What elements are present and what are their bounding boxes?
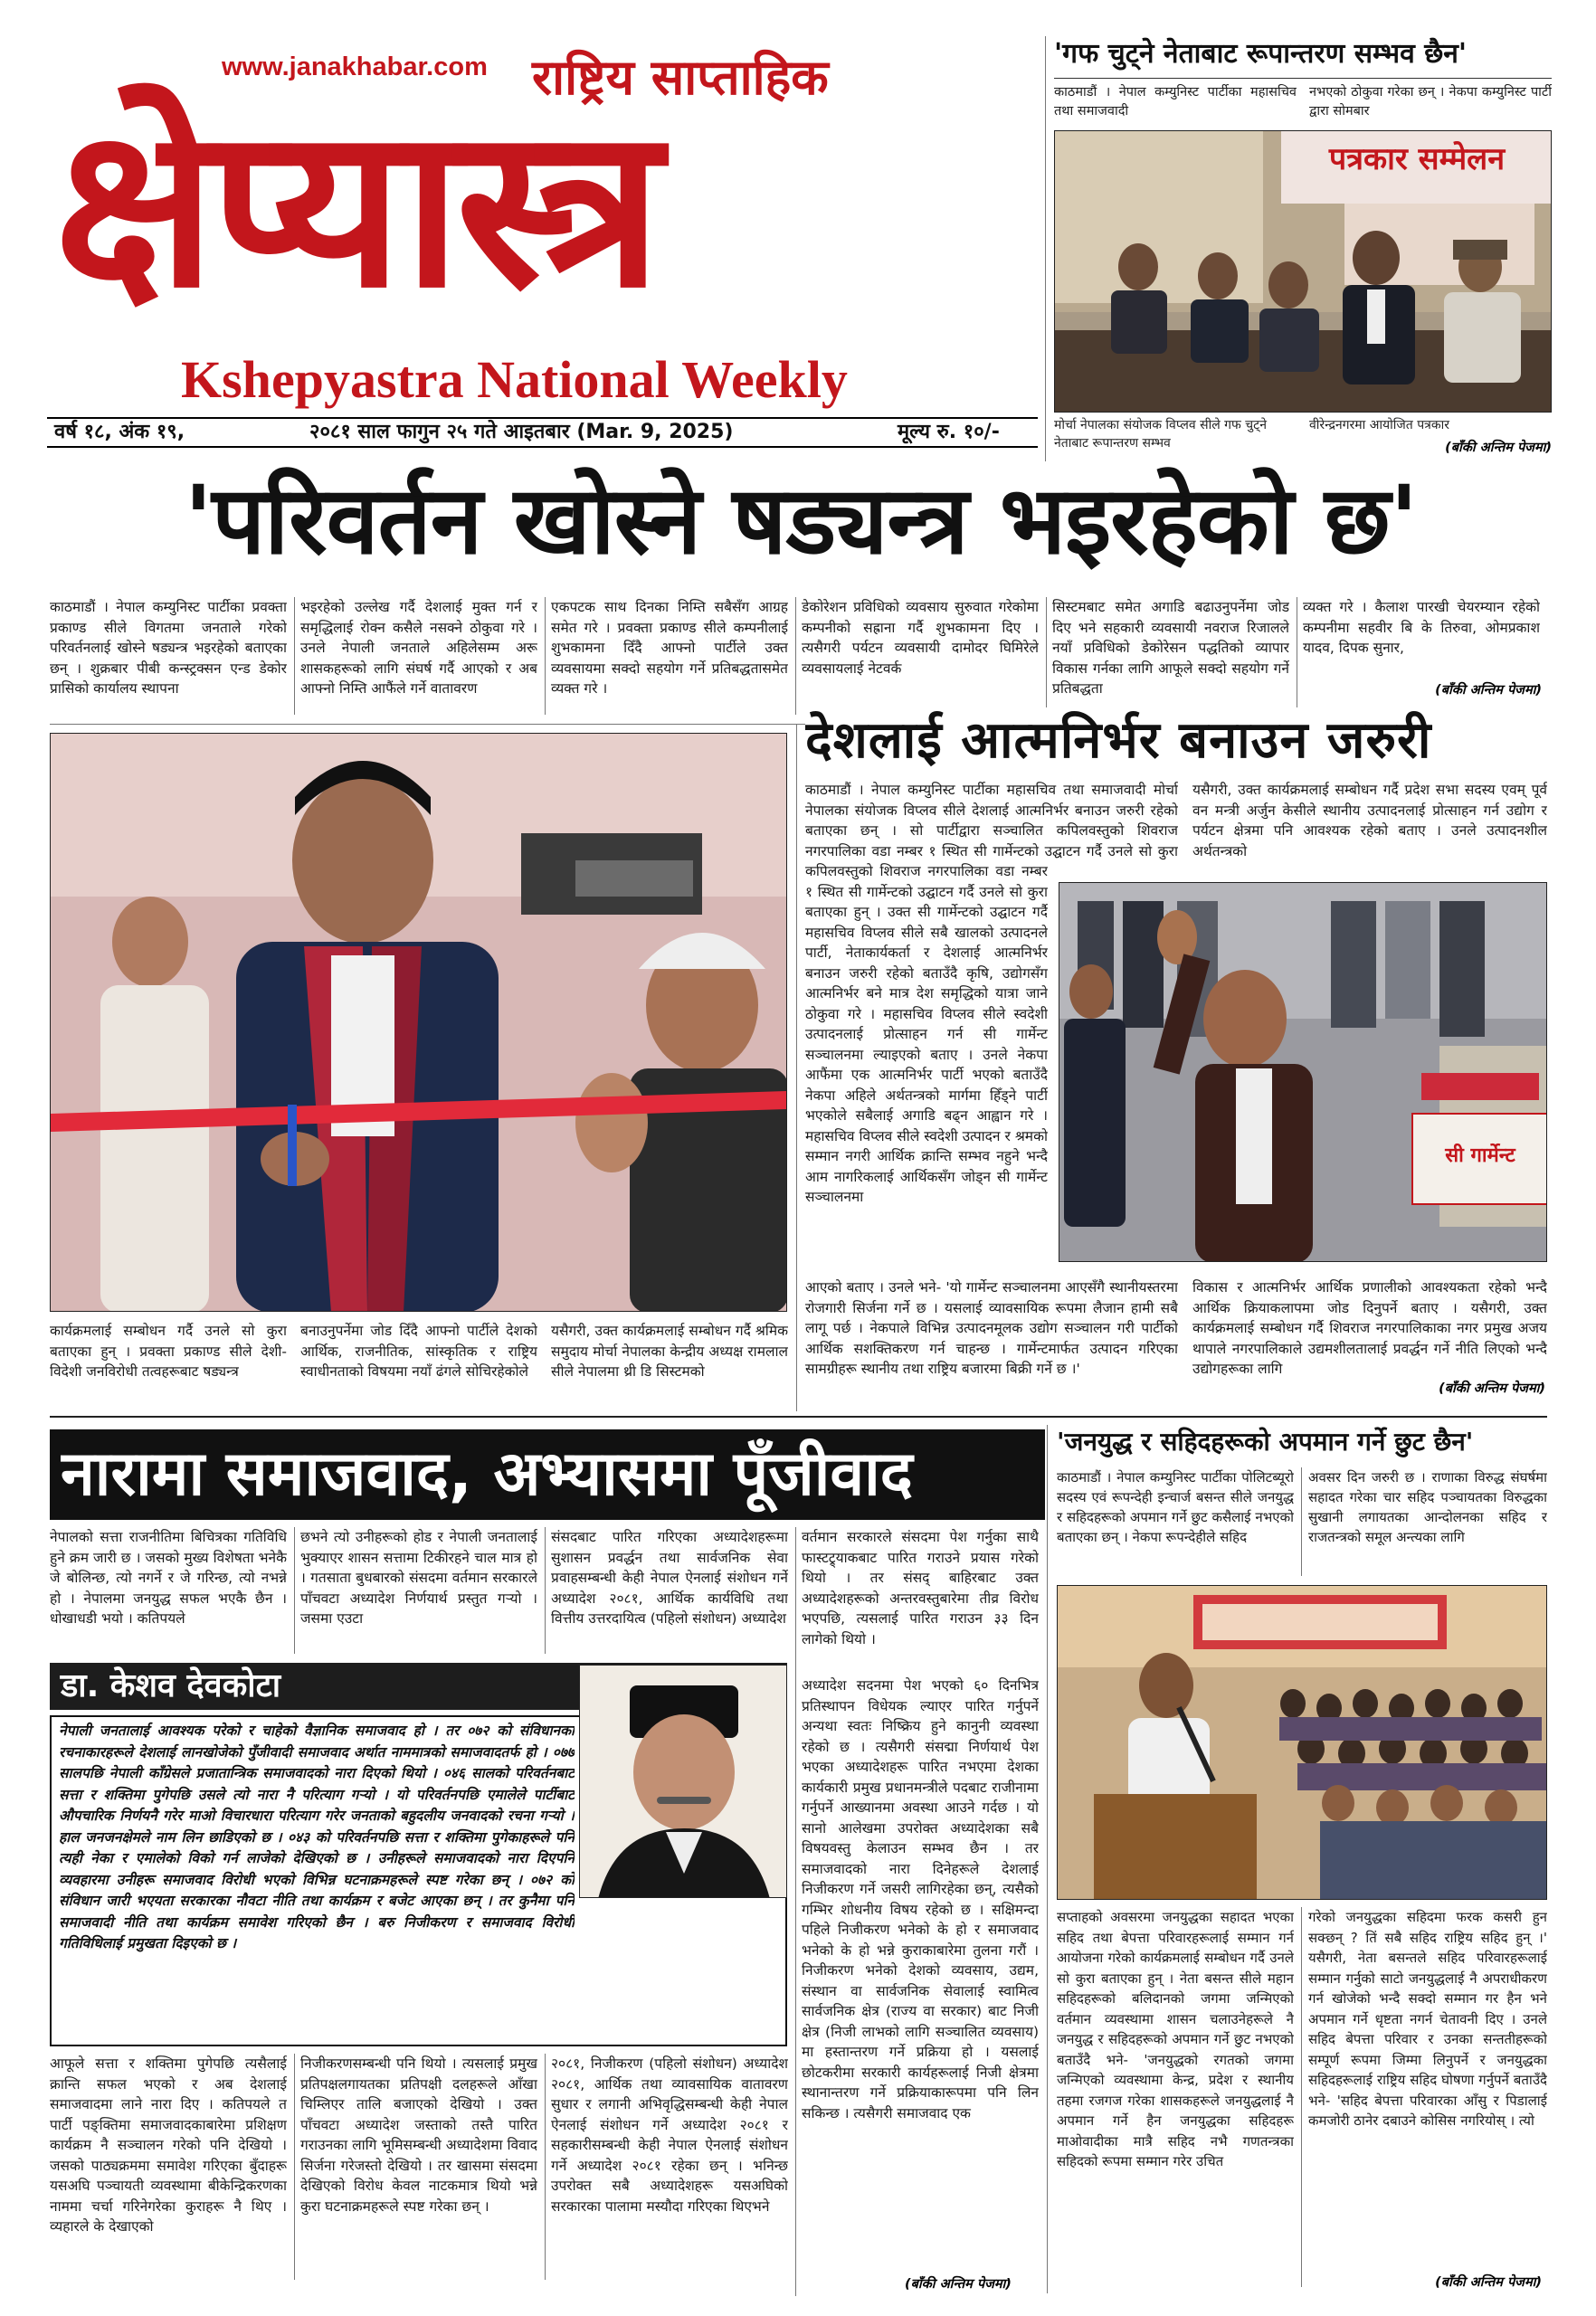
lead-bottom-col-3: यसैगरी, उक्त कार्यक्रमलाई सम्बोधन गर्दै श्रमिक समुदाय मोर्चा नेपालका केन्द्रीय अध्यक्ष रामलाल सीले नेपालमा थ्री डि सिस्टमको	[551, 1323, 788, 1380]
issue-volume: वर्ष १८, अंक १९,	[54, 421, 185, 443]
martyrs-col-1: काठमाडौं । नेपाल कम्युनिस्ट पार्टीका पोलिटब्यूरो सदस्य एवं रूपन्देही इन्चार्ज बसन्त सीले जनयुद्ध र सहिदहरूको अपमान गर्ने छुट कसैलाई नभएको बताएका छन् । नेकपा रूपन्देहीले सहिद	[1057, 1469, 1294, 1545]
masthead	[54, 36, 1031, 416]
divider	[545, 1527, 546, 1654]
top-right-col2: नभएको ठोकुवा गरेका छन् । नेकपा कम्युनिस्ट पार्टी द्वारा सोमबार	[1309, 85, 1552, 119]
lead-col-1: काठमाडौं । नेपाल कम्युनिस्ट पार्टीका प्रवक्ता प्रकाण्ड सीले विगतमा जनताले गरेको परिवर्तनलाई खोस्ने षड्यन्त्र भइरहेको बताएका छन् । शुक्रबार पीबी कन्स्ट्रक्सन एन्ड डेकोर प्रासिको कार्यालय स्थापना	[50, 599, 287, 697]
divider	[795, 597, 796, 715]
divider	[294, 1527, 295, 1654]
divider	[1301, 1907, 1302, 2287]
banner-text: पत्रकार सम्मेलन	[1328, 141, 1506, 177]
lead-col-5: सिस्टमबाट समेत अगाडि बढाउनुपर्नेमा जोड दिए भने सहकारी व्यवसायी नवराज रिजालले नयाँ प्रविधिको डेकोरेसन पद्धतिको व्यापार विकास गर्नका लागि आफूले सक्दो सहयोग गर्ने प्रतिबद्धता	[1052, 599, 1289, 697]
continued-link[interactable]: (बाँकी अन्तिम पेजमा)	[1435, 2275, 1542, 2290]
issue-date: २०८१ साल फागुन २५ गते आइतबार (Mar. 9, 2025)	[309, 421, 734, 443]
self-reliant-col-a: काठमाडौं । नेपाल कम्युनिस्ट पार्टीका महासचिव तथा समाजवादी मोर्चा नेपालका संयोजक विप्लव सीले देशलाई आत्मनिर्भर बनाउन जरुरी रहेको बताएका छन् । सो पार्टीद्वारा सञ्चालित कपिलवस्तुको शिवराज नगरपालिका वडा नम्बर १ स्थित सी गार्मेन्टको उद्घाटन गर्दै उनले सो कुरा	[805, 782, 1178, 859]
divider	[545, 597, 546, 715]
opinion-col-4: वर्तमान सरकारले संसदमा पेश गर्नुका साथै फास्टट्र्याकबाट पारित गराउने प्रयास गरेको थियो । तर संसद् बाहिरबाट उक्त अध्यादेशहरूको अन्तरवस्तुबारेमा तीव्र विरोध भएपछि, त्यसलाई पारित गराउन ३३ दिन लागेको थियो ।	[802, 1529, 1039, 1647]
self-reliant-col-b: यसैगरी, उक्त कार्यक्रमलाई सम्बोधन गर्दै प्रदेश सभा सदस्य एवम् पूर्व वन मन्त्री अर्जुन केसीले स्थानीय उत्पादनलाई प्रोत्साहन गर्न उद्योग र पर्यटन क्षेत्रमा पनि आवश्यक रहेको बताए । उनले उत्पादनशील अर्थतन्त्रको	[1192, 782, 1547, 859]
masthead-english-name: Kshepyastra National Weekly	[181, 350, 848, 409]
top-right-story	[1054, 36, 1552, 461]
martyrs-col-2: अवसर दिन जरुरी छ । राणाका विरुद्ध संघर्षमा सहादत गरेका चार सहिद पञ्चायतका विरुद्धका सुखानी लगायतका आन्दोलनका सहिद र राजतन्त्रको समूल अन्त्यका लागि	[1308, 1469, 1547, 1545]
opinion-lower-col-1: आफूले सत्ता र शक्तिमा पुगेपछि त्यसैलाई क्रान्ति सफल भएको र अब देशलाई समाजवादमा लाने नारा दिए । कतिपयले त पार्टी पङ्क्तिमा समाजवादकाबारेमा प्रशिक्षण कार्यक्रम नै सञ्चालन गरेको पनि देखियो । जसको पाठ्यक्रममा समावेश गरिएका बुँदाहरू यसअघि पञ्चायती व्यवस्थामा बीकेन्द्रिकरणका नाममा चर्चा गरिनेगरेका कुराहरू नै थिए । व्यहारले के देखाएको	[50, 2055, 287, 2235]
issue-bar	[47, 417, 1038, 448]
author-name: डा. केशव देवकोटा	[61, 1667, 281, 1704]
masthead-logo: क्षेप्यास्त्र	[54, 80, 657, 337]
martyrs-event-photo[interactable]	[1057, 1585, 1547, 1900]
self-reliant-bottom-col-1: आएको बताए । उनले भने- 'यो गार्मेन्ट सञ्चालनमा आएसँगै स्थानीयस्तरमा रोजगारी सिर्जना गर्ने छ । यसलाई व्यावसायिक रूपमा लैजान हामी सबै लागू पर्छ । नेकपाले विभिन्न उत्पादनमूलक उद्योग सञ्चालन गरी पार्टीको आर्थिक सशक्तिकरण गर्न चाहन्छ । गार्मेन्टमार्फत उत्पादन गरिएका सामग्रीहरू स्थानीय तथा राष्ट्रिय बजारमा बिक्री गर्ने छ ।'	[805, 1279, 1178, 1377]
lead-col-6: व्यक्त गरे । कैलाश पारखी चेयरम्यान रहेको कम्पनीमा सहवीर बि के तिरुवा, ओमप्रकाश यादव, दिपक सुनार,	[1303, 599, 1540, 656]
lead-bottom-col-1: कार्यक्रमलाई सम्बोधन गर्दै उनले सो कुरा बताएका हुन् । प्रवक्ता प्रकाण्ड सीले देशी-विदेशी जनविरोधी तत्वहरूबाट षड्यन्त्र	[50, 1323, 287, 1380]
lead-col-4: डेकोरेशन प्रविधिको व्यवसाय सुरुवात गरेकोमा कम्पनीको सह्राना गर्दै शुभकामना दिए । त्यसैगरी पर्यटन व्यवसायी दामोदर घिमिरेले व्यवसायलाई नेटवर्क	[802, 599, 1039, 677]
lead-col-2: भइरहेको उल्लेख गर्दै देशलाई मुक्त गर्न र समृद्धिलाई रोक्न कसैले नसक्ने ठोकुवा गरे । उनले नेपाली जनताले अहिलेसम्म अरू शासकहरूको लागि संघर्ष गर्दै आएको र अब आफ्नो निम्ति आफैंले गर्ने वातावरण	[300, 599, 537, 697]
self-reliant-col-a-text: कपिलवस्तुको शिवराज नगरपालिका वडा नम्बर १ स्थित सी गार्मेन्टको उद्घाटन गर्दै उनले सो कुरा बताएका हुन् । उक्त सी गार्मेन्टको उद्घाटन गर्दै महासचिव विप्लव सीले सबै खालको उत्पादनले पार्टी, नेताकार्यकर्ता र देशलाई आत्मनिर्भर बनाउन जरुरी रहेको बताउँदै कृषि, उद्योगसँग आत्मनिर्भर बने मात्र देश समृद्धिको यात्रा जाने ठोकुवा गरे । महासचिव विप्लव सीले स्वदेशी उत्पादनलाई प्रोत्साहन गर्न सी गार्मेन्ट सञ्चालनमा ल्याइएको बताए । उनले नेकपा आफैंमा एक आत्मनिर्भर पार्टी भएको बताउँदै नेकपा अहिले अर्थतन्त्रको मार्गमा हिँड्ने पार्टी भएकोले सबैलाई अगाडि बढ्न आह्वान गरे । महासचिव विप्लव सीले स्वदेशी उत्पादन र श्रमको सम्मान नगरी आर्थिक क्रान्ति सम्भव नहुने भन्दै आम नागरिकलाई आर्थिकसँग जोड्न सी गार्मेन्ट सञ्चालनमा	[805, 863, 1048, 1205]
opinion-lower-col-2: निजीकरणसम्बन्धी पनि थियो । त्यसलाई प्रमुख प्रतिपक्षलगायतका प्रतिपक्षी दलहरूले आँखा चिम्लिएर तालि बजाएको देखियो । उक्त पाँचवटा अध्यादेश जस्ताको तस्तै पारित गराउनका लागि भूमिसम्बन्धी अध्यादेशमा विवाद सिर्जना गरेजस्तो देखियो । तर खासमा संसदमा देखिएको विरोध केवल नाटकमात्र थियो भन्ने कुरा घटनाक्रमहरूले स्पष्ट गरेका छन् ।	[300, 2055, 537, 2215]
opinion-col-2: छभने त्यो उनीहरूको होड र नेपाली जनतालाई भुक्याएर शासन सत्तामा टिकीरहने चाल मात्र हो । गतसाता बुधबारको संसदमा वर्तमान सरकारले पाँचवटा अध्यादेश निर्णयार्थ प्रस्तुत गर्‍यो । जसमा एउटा	[300, 1529, 537, 1627]
lead-headline[interactable]: 'परिवर्तन खोस्ने षड्यन्त्र भइरहेको छ'	[184, 465, 1418, 575]
continued-link[interactable]: (बाँकी अन्तिम पेजमा)	[1435, 683, 1542, 698]
opinion-col-3: संसदबाट पारित गरिएका अध्यादेशहरूमा सुशासन प्रवर्द्धन तथा सार्वजनिक सेवा प्रवाहसम्बन्धी केही नेपाल ऐनलाई संशोधन गर्ने अध्यादेश २०८१, आर्थिक कार्यविधि तथा वित्तीय उत्तरदायित्व (पहिलो संशोधन) अध्यादेश	[551, 1529, 788, 1627]
divider	[1054, 78, 1552, 79]
top-right-headline[interactable]: 'गफ चुट्ने नेताबाट रूपान्तरण सम्भव छैन'	[1054, 38, 1468, 70]
pull-quote: नेपाली जनतालाई आवश्यक परेको र चाहेको वैज्ञानिक समाजवाद हो । तर ०७२ को संविधानका रचनाकारहरूले देशलाई लानखोजेको पुँजीवादी समाजवाद अर्थात नाममात्रको समाजवादतर्फ हो । ०७७ सालपछि नेपाली काँग्रेसले प्रजातान्त्रिक समाजवादको नारा दिएको थियो । ०४६ सालको परिवर्तनबाट सत्ता र शक्तिमा पुगेपछि उसले त्यो नारा नै परित्याग गर्‍यो । यो परिवर्तनपछि एमालेले पार्टीबाट औपचारिक निर्णयनै गरेर माओ विचारधारा परित्याग गरेर जनताको बहुदलीय जनवादको रचना गर्‍यो । हाल जनजनक्षेमले नाम लिन छाडिएको छ । ०४३ को परिवर्तनपछि सत्ता र शक्तिमा पुगेकाहरूले पनि त्यही नेका र एमालेको विको गर्न लाजेको देखिएको छ । उनीहरूले समाजवादको नारा दिएपनि व्यवहारमा उनीहरू समाजवाद विरोधी भएको विभिन्न घटनाक्रमहरूले स्पष्ट गरेका छन् । ०७२ को संविधान जारी भएयता सरकारका नौवटा नीति तथा कार्यक्रम र बजेट आएका छन् । तर कुनैमा पनि समाजवादी नीति तथा कार्यक्रम समावेश गरिएको छैन । बरु निजीकरण र समाजवाद विरोधी गतिविधिलाई प्रमुखता दिइएको छ ।	[59, 1723, 575, 1951]
divider	[294, 2054, 295, 2280]
divider	[795, 1527, 796, 2296]
author-photo[interactable]	[579, 1665, 787, 1898]
garment-sign-text: सी गार्मेन्ट	[1445, 1144, 1515, 1167]
divider	[50, 1416, 1547, 1418]
divider	[545, 2054, 546, 2280]
issue-price: मूल्य रु. १०/-	[898, 421, 1000, 443]
self-reliant-col-a-cont	[805, 861, 1048, 1270]
press-meet-photo[interactable]	[1054, 130, 1552, 413]
top-right-col1: काठमाडौं । नेपाल कम्युनिस्ट पार्टीका महासचिव तथा समाजवादी	[1054, 85, 1297, 119]
self-reliant-bottom-col-2: विकास र आत्मनिर्भर आर्थिक प्रणालीको आवश्यकता रहेको भन्दै आर्थिक क्रियाकलापमा जोड दिनुपर्ने बताए । यसैगरी, उक्त कार्यक्रमलाई सम्बोधन गर्दै शिवराज नगरपालिकाका नगर प्रमुख अजय थापाले नगरपालिकाले उद्यमशीलतालाई प्रवर्द्धन गर्ने नीति लिएको भन्दै उद्योगहरूका लागि	[1192, 1279, 1547, 1377]
divider	[1301, 1467, 1302, 1576]
opinion-col-1: नेपालको सत्ता राजनीतिमा बिचित्रका गतिविधि हुने क्रम जारी छ । जसको मुख्य विशेषता भनेकै जे बोलिन्छ, त्यो नगर्ने र जे गरिन्छ, त्यो नभन्ने हो । नेपालमा जनयुद्ध सफल भएकै छैन । धोखाधडी भयो । कतिपयले	[50, 1529, 287, 1627]
opinion-headline[interactable]: नारामा समाजवाद, अभ्यासमा पूँजीवाद	[61, 1438, 913, 1510]
divider	[796, 724, 797, 1411]
opinion-headline-bar	[50, 1429, 1045, 1520]
continued-link[interactable]: (बाँकी अन्तिम पेजमा)	[905, 2277, 1012, 2292]
martyrs-lower-col-1: सप्ताहको अवसरमा जनयुद्धका सहादत भएका सहिद तथा बेपत्ता परिवारहरूलाई सम्मान गर्न आयोजना गरेको कार्यक्रमलाई सम्बोधन गर्दै उनले सो कुरा बताएका हुन् । नेता बसन्त सीले महान सहिदहरूको बलिदानको जगमा जन्मिएको वर्तमान व्यवस्थामा शासन चलाउनेहरूले नै जनयुद्ध र सहिदहरूको अपमान गर्ने छुट नभएको बताउँदै भने- 'जनयुद्धको रगतको जगमा जन्मिएको व्यवस्थामा केन्द्र, प्रदेश र स्थानीय तहमा रजगज गरेका शासकहरूले जनयुद्धलाई नै अपमान गर्ने हैन जनयुद्धका सहिदहरू माओवादीका मात्रै सहिद नभै गणतन्त्रका सहिदको रूपमा सम्मान गरेर उचित	[1057, 1909, 1294, 2169]
martyrs-lower-col-2: गरेको जनयुद्धका सहिदमा फरक कसरी हुन सक्छन् ? तिं सबै सहिद राष्ट्रिय सहिद हुन् ।' यसैगरी, नेता बसन्तले सहिद परिवारहरूलाई सम्मान गर्नुको साटो जनयुद्धलाई नै अपराधीकरण गर्न खोजेको भन्दै सक्दो सम्मान गर हैन भने अपमान गर्ने धृष्टता नगर्न चेतावनी दिए । उनले सहिद बेपत्ता परिवार र उनका सन्ततीहरूको सम्पूर्ण रूपमा जिम्मा लिनुपर्ने र जनयुद्धका सहिदहरूलाई राष्ट्रिय सहिद घोषणा गर्नुपर्ने बताउँदै भने- 'सहिद बेपत्ता परिवारका आँसु र पिडालाई कमजोरी ठानेर दबाउने कोसिस नगरियोस् । त्यो	[1308, 1909, 1547, 2129]
ribbon-cutting-photo[interactable]	[50, 733, 787, 1312]
press-meet-caption: मोर्चा नेपालका संयोजक विप्लव सीले गफ चुट्ने नेताबाट रूपान्तरण सम्भव	[1054, 418, 1268, 451]
opinion-lower-col-4: अध्यादेश सदनमा पेश भएको ६० दिनभित्र प्रतिस्थापन विधेयक ल्याएर पारित गर्नुपर्ने अन्यथा स्वतः निष्क्रिय हुने कानुनी व्यवस्था रहेको छ । त्यसैगरी संसद्मा निर्णयार्थ पेश भएका अध्यादेशहरू पारित नभएमा देशका कार्यकारी प्रमुख प्रधानमन्त्रीले पदबाट राजीनामा गर्नुपर्ने आख्यानमा अवस्था आउने गर्दछ । यो सानो आलेखमा उपरोक्त अध्यादेशका सबै विषयवस्तु केलाउन सम्भव छैन । तर समाजवादको नारा दिनेहरूले देशलाई निजीकरण गर्ने जसरी लागिरहेका छन्, त्यसैको गम्भिर शोधनीय विषय रहेको छ । सक्षिमन्दा पहिले निजीकरण भनेको के हो र समाजवाद भनेको के हो भन्ने कुराकाबारेमा तुलना गरौं । निजीकरण भनेको देशको व्यवसाय, उद्यम, संस्थान वा सार्वजनिक सेवालाई स्वामित्व सार्वजनिक क्षेत्र (राज्य वा सरकार) बाट निजी क्षेत्र (निजी लाभको लागि सञ्चालित व्यवसाय) मा हस्तान्तरण गर्ने प्रक्रिया हो । यसलाई छोटकरीमा सरकारी कार्यहरूलाई निजी क्षेत्रमा स्थानान्तरण गर्ने प्रक्रियाकारूपमा पनि लिन सकिन्छ । त्यसैगरी समाजवाद एक	[802, 1677, 1039, 2121]
self-reliant-headline[interactable]: देशलाई आत्मनिर्भर बनाउन जरुरी	[805, 707, 1547, 774]
divider	[1047, 1425, 1048, 2293]
martyrs-headline[interactable]: 'जनयुद्ध र सहिदहरूको अपमान गर्ने छुट छैन'	[1057, 1427, 1474, 1457]
pull-quote-overflow	[59, 1952, 783, 2041]
continued-link[interactable]: (बाँकी अन्तिम पेजमा)	[1439, 1381, 1545, 1396]
divider	[294, 597, 295, 715]
press-meet-caption-2: वीरेन्द्रनगरमा आयोजित पत्रकार	[1309, 418, 1450, 432]
opinion-lower-col-3: २०८१, निजीकरण (पहिलो संशोधन) अध्यादेश २०८१, आर्थिक तथा व्यावसायिक वातावरण सुधार र लगानी अभिवृद्धिसम्बन्धी केही नेपाल ऐनलाई संशोधन गर्ने अध्यादेश २०८१ र सहकारीसम्बन्धी केही नेपाल ऐनलाई संशोधन गर्ने अध्यादेश २०८१ रहेका छन् । भनिन्छ उपरोक्त सबै अध्यादेशहरू यसअघिको सरकारका पालामा मस्यौदा गरिएका थिएभने	[551, 2055, 788, 2215]
divider	[1046, 597, 1047, 715]
continued-link[interactable]: (बाँकी अन्तिम पेजमा)	[1445, 441, 1552, 455]
website-url[interactable]: www.janakhabar.com	[222, 52, 488, 81]
lead-bottom-col-2: बनाउनुपर्नेमा जोड दिँदै आफ्नो पार्टीले देशको आर्थिक, राजनीतिक, सांस्कृतिक र राष्ट्रिय स्वाधीनताको विषयमा नयाँ ढंगले सोचिरहेकोले	[300, 1323, 537, 1380]
masthead-tagline: राष्ट्रिय साप्ताहिक	[532, 49, 829, 106]
divider	[1045, 36, 1046, 461]
lead-col-3: एकपटक साथ दिनका निम्ति सबैसँग आग्रह समेत गरे । प्रवक्ता प्रकाण्ड सीले कम्पनीलाई शुभकामना दिँदै आफ्नो पार्टीले उक्त व्यवसायमा सक्दो सहयोग गर्ने प्रतिबद्धतासमेत व्यक्त गरे ।	[551, 599, 788, 697]
garment-photo[interactable]	[1059, 882, 1547, 1262]
